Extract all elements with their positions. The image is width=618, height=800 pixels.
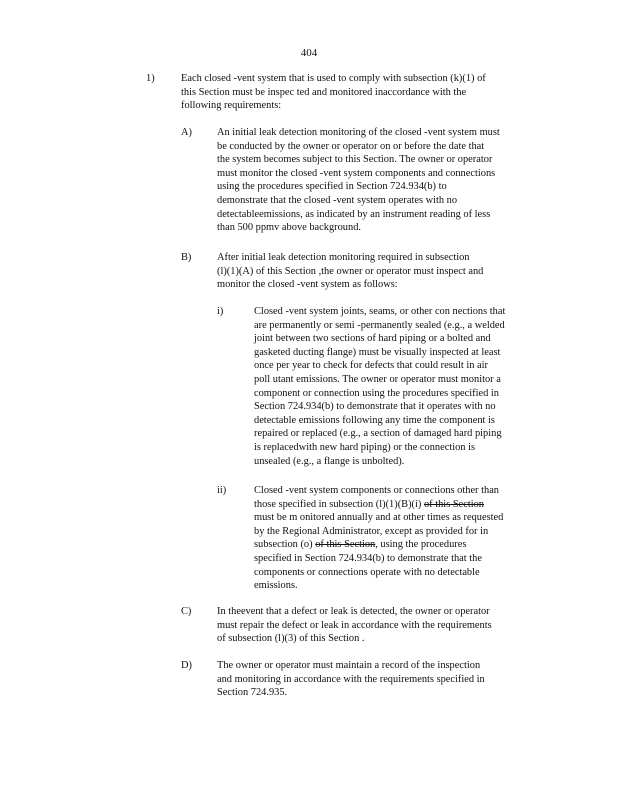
item-1-text	[181, 72, 531, 113]
item-d-line: Section 724.935.	[217, 687, 288, 699]
item-c-text	[217, 605, 539, 646]
item-ii-line: Closed -vent system components or connections other than	[254, 485, 499, 496]
item-i-text	[254, 305, 544, 468]
item-a-line: must monitor the closed -vent system components and connections	[217, 167, 496, 179]
item-d-line: The owner or operator must maintain a record of the inspection	[217, 660, 481, 671]
item-ii-line-text: those specified in subsection (l)(1)(B)(i)	[254, 498, 422, 510]
item-ii-label: ii)	[217, 485, 227, 496]
item-c-line: of subsection (l)(3) of this Section .	[217, 633, 365, 645]
item-i-line: are permanently or semi -permanently sealed (e.g., a welded	[254, 319, 505, 331]
item-i-line: Closed -vent system joints, seams, or other con nections that	[254, 306, 506, 317]
item-c-line: In theevent that a defect or leak is detected, the owner or operator	[217, 606, 490, 617]
item-a-text	[217, 126, 539, 235]
item-i-line: Section 724.934(b) to demonstrate that it operates with no	[254, 401, 496, 413]
item-i-line: is replacedwith new hard piping) or the connection is	[254, 441, 476, 453]
item-ii-line: must be m onitored annually and at other times as requested	[254, 512, 504, 524]
item-a-line: the system becomes subject to this Section. The owner or operator	[217, 154, 493, 166]
item-1-line: Each closed -vent system that is used to comply with subsection (k)(1) of	[181, 73, 486, 84]
item-d-line: and monitoring in accordance with the requirements specified in	[217, 673, 485, 685]
item-b-line: (l)(1)(A) of this Section ,the owner or operator must inspect and	[217, 265, 484, 277]
item-i-line: detectable emissions following any time the component is	[254, 414, 495, 426]
item-ii-line: emissions.	[254, 580, 298, 592]
item-ii-line	[254, 498, 544, 512]
item-i-line: repaired or replaced (e.g., a section of damaged hard piping	[254, 428, 502, 440]
item-ii-line	[254, 538, 544, 552]
item-ii-line-text: subsection (o)	[254, 539, 313, 551]
item-d-text	[217, 659, 539, 700]
item-1-line: this Section must be inspec ted and monitored inaccordance with the	[181, 86, 467, 98]
item-ii-line: components or connections operate with no detectable	[254, 566, 480, 578]
page-number: 404	[300, 47, 318, 59]
item-i-line: poll utant emissions. The owner or operator must monitor a	[254, 373, 501, 385]
item-a-line: using the procedures specified in Section 724.934(b) to	[217, 181, 447, 193]
item-i-line: component or connection using the procedures specified in	[254, 387, 499, 399]
item-d-label: D)	[181, 660, 192, 671]
struck-text: of this Section	[315, 539, 376, 551]
item-a-label: A)	[181, 127, 192, 138]
item-a-line: An initial leak detection monitoring of the closed -vent system must	[217, 127, 500, 138]
item-b-line: monitor the closed -vent system as follows:	[217, 279, 398, 291]
item-a-line: be conducted by the owner or operator on or before the date that	[217, 140, 485, 152]
item-i-line: unsealed (e.g., a flange is unbolted).	[254, 455, 405, 467]
item-c-label: C)	[181, 606, 192, 617]
item-ii-line-text: , using the procedures	[375, 539, 467, 551]
item-b-text	[217, 251, 539, 292]
item-i-label: i)	[217, 306, 224, 317]
item-b-line: After initial leak detection monitoring required in subsection	[217, 252, 470, 263]
item-a-line: than 500 ppmv above background.	[217, 222, 361, 234]
item-1-label: 1)	[146, 73, 155, 84]
item-a-line: detectableemissions, as indicated by an instrument reading of less	[217, 208, 491, 220]
item-ii-line: specified in Section 724.934(b) to demonstrate that the	[254, 552, 482, 564]
item-b-label: B)	[181, 252, 192, 263]
item-i-line: gasketed ducting flange) must be visually inspected at least	[254, 346, 501, 358]
item-1-line: following requirements:	[181, 100, 282, 112]
struck-text: of this Section	[423, 498, 484, 510]
item-i-line: once per year to check for defects that could result in air	[254, 360, 488, 372]
item-ii-line: by the Regional Administrator, except as provided for in	[254, 525, 489, 537]
item-a-line: demonstrate that the closed -vent system operates with no	[217, 194, 458, 206]
item-c-line: must repair the defect or leak in accordance with the requirements	[217, 619, 492, 631]
item-ii-text	[254, 484, 544, 593]
item-i-line: joint between two sections of hard piping or a bolted and	[254, 333, 491, 345]
